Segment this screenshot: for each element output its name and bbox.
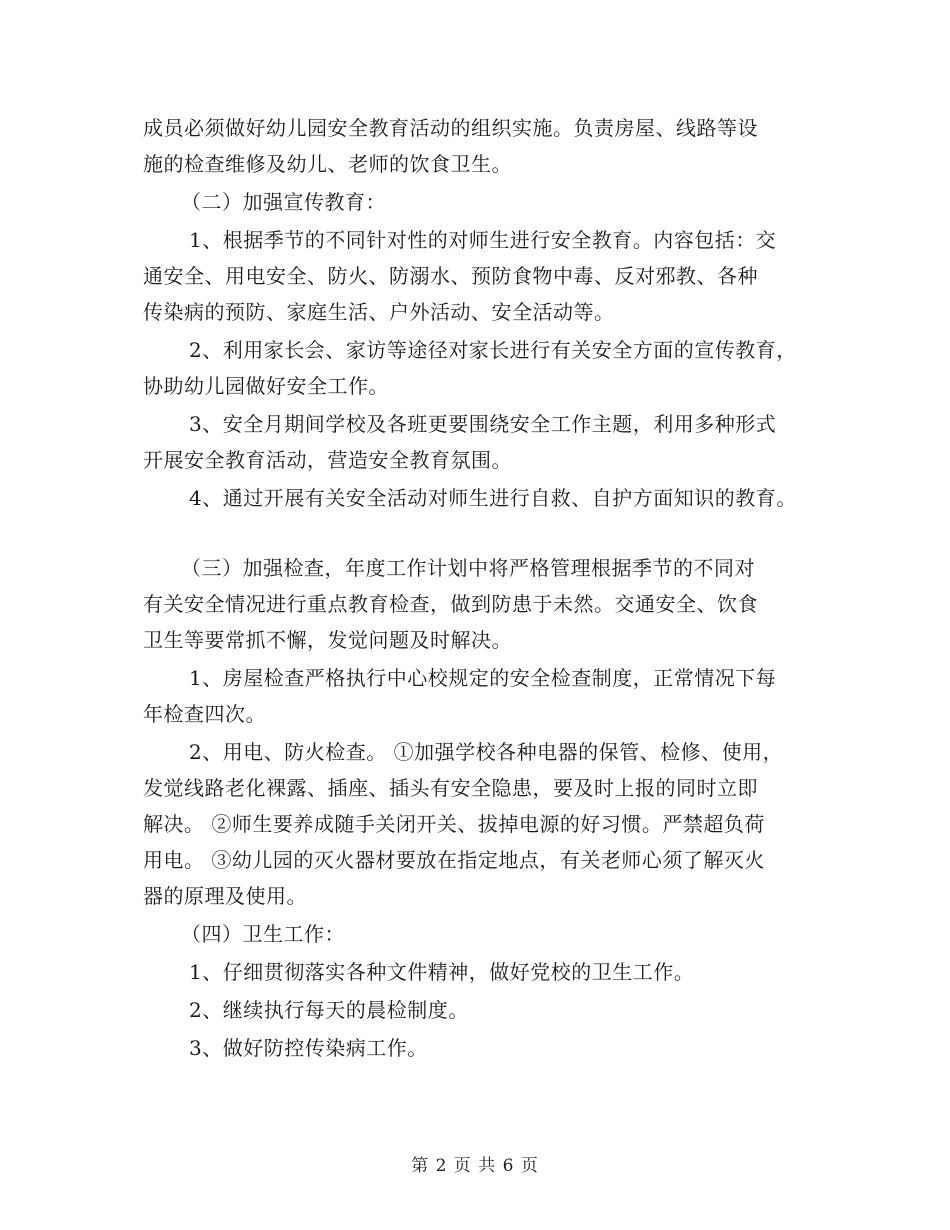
body-text-line: 传染病的预防、家庭生活、户外活动、安全活动等。 [143,300,615,324]
body-text-line: 1、房屋检查严格执行中心校规定的安全检查制度，正常情况下每 [189,666,777,690]
body-text-line: 施的检查维修及幼儿、老师的饮食卫生。 [143,152,512,176]
section-heading: （四）卫生工作： [181,922,345,946]
body-text-line: 通安全、用电安全、防火、防溺水、预防食物中毒、反对邪教、各种 [143,264,758,288]
body-text-line: 3、安全月期间学校及各班更要围绕安全工作主题，利用多种形式 [189,412,777,436]
body-text-line: 2、利用家长会、家访等途径对家长进行有关安全方面的宣传教育， [189,338,797,362]
page-number-footer: 第 2 页 共 6 页 [411,1156,539,1176]
body-text-line: 1、根据季节的不同针对性的对师生进行安全教育。内容包括：交 [189,228,777,252]
body-text-line: 用电。 ③幼儿园的灭火器材要放在指定地点，有关老师心须了解灭火 [143,848,765,872]
section-heading: （三）加强检查，年度工作计划中将严格管理根据季节的不同对 [181,556,755,580]
body-text-line: 3、做好防控传染病工作。 [189,1036,428,1060]
body-text-line: 开展安全教育活动，营造安全教育氛围。 [143,448,512,472]
body-text-line: 2、用电、防火检查。 ①加强学校各种电器的保管、检修、使用， [189,740,784,764]
body-text-line: 解决。 ②师生要养成随手关闭开关、拔掉电源的好习惯。严禁超负荷 [143,812,765,836]
body-text-line: 卫生等要常抓不懈，发觉问题及时解决。 [143,628,512,652]
body-text-line: 协助幼儿园做好安全工作。 [143,374,389,398]
body-text-line: 1、仔细贯彻落实各种文件精神，做好党校的卫生工作。 [189,960,695,984]
body-text-line: 成员必须做好幼儿园安全教育活动的组织实施。负责房屋、线路等设 [143,116,758,140]
body-text-line: 4、通过开展有关安全活动对师生进行自救、自护方面知识的教育。 [189,486,797,510]
body-text-line: 发觉线路老化裸露、插座、插头有安全隐患，要及时上报的同时立即 [143,776,758,800]
body-text-line: 有关安全情况进行重点教育检查，做到防患于未然。交通安全、饮食 [143,592,758,616]
body-text-line: 2、继续执行每天的晨检制度。 [189,998,469,1022]
body-text-line: 年检查四次。 [143,702,266,726]
body-text-line: 器的原理及使用。 [143,884,307,908]
section-heading: （二）加强宣传教育： [181,190,386,214]
